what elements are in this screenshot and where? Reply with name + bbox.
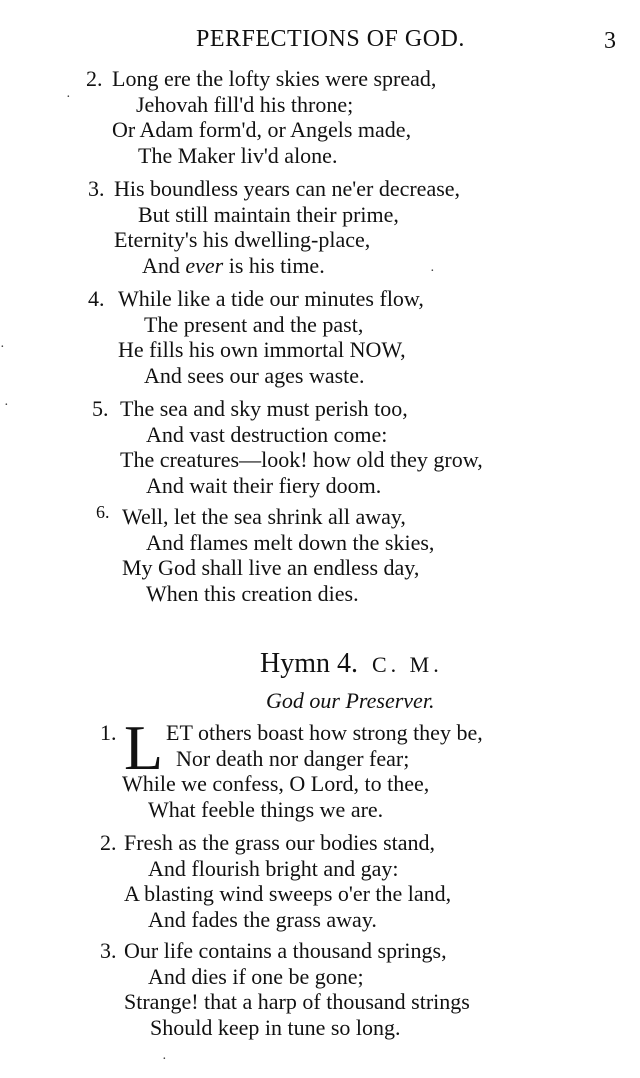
stanza bbox=[0, 938, 640, 1040]
verse-line bbox=[0, 363, 640, 389]
verse-line bbox=[0, 473, 640, 499]
verse-text: His boundless years can ne'er decrease, bbox=[114, 176, 461, 201]
verse-line bbox=[0, 989, 640, 1015]
stanza-number: 1. bbox=[100, 720, 117, 745]
verse-line bbox=[0, 581, 640, 607]
print-speck: · bbox=[430, 264, 435, 279]
print-speck: · bbox=[4, 398, 9, 413]
stanza-number: 4. bbox=[88, 286, 105, 311]
verse-line bbox=[0, 337, 640, 363]
stanza-number: 2. bbox=[86, 66, 103, 91]
verse-text: Eternity's his dwelling-place, bbox=[114, 227, 371, 252]
verse-line bbox=[0, 830, 640, 856]
stanza-number: 5. bbox=[92, 396, 109, 421]
print-speck: · bbox=[66, 90, 71, 105]
verse-line bbox=[0, 422, 640, 448]
verse-text: When this creation dies. bbox=[146, 580, 359, 606]
stanza-number: 2. bbox=[100, 830, 117, 855]
drop-cap: L bbox=[124, 712, 164, 783]
hymn-subtitle: God our Preserver. bbox=[266, 688, 435, 713]
verse-line bbox=[0, 881, 640, 907]
verse-line bbox=[0, 938, 640, 964]
verse-line bbox=[0, 396, 640, 422]
verse-line bbox=[0, 856, 640, 882]
verse-text: Nor death nor danger fear; bbox=[176, 745, 410, 771]
verse-line bbox=[0, 530, 640, 556]
verse-text: While like a tide our minutes flow, bbox=[118, 286, 424, 311]
verse-text: And flourish bright and gay: bbox=[148, 855, 399, 881]
verse-line bbox=[0, 555, 640, 581]
stanza bbox=[0, 66, 640, 168]
verse-line bbox=[0, 907, 640, 933]
verse-line bbox=[0, 92, 640, 118]
running-header: PERFECTIONS OF GOD. bbox=[196, 26, 465, 52]
verse-text: And sees our ages waste. bbox=[144, 362, 365, 388]
verse-line bbox=[0, 202, 640, 228]
verse-text: The Maker liv'd alone. bbox=[138, 142, 338, 168]
verse-text: The sea and sky must perish too, bbox=[120, 396, 408, 421]
print-speck: · bbox=[162, 1052, 167, 1067]
verse-text: Or Adam form'd, or Angels made, bbox=[112, 117, 412, 142]
verse-text: And wait their fiery doom. bbox=[146, 472, 382, 498]
verse-line bbox=[0, 771, 640, 797]
hymn-meter: C. M. bbox=[372, 652, 443, 677]
verse-text: And flames melt down the skies, bbox=[146, 529, 435, 555]
verse-text: And ever is his time. bbox=[142, 252, 325, 278]
stanza bbox=[0, 176, 640, 278]
verse-text: The creatures—look! how old they grow, bbox=[120, 447, 483, 472]
stanza bbox=[0, 712, 640, 822]
verse-text: My God shall live an endless day, bbox=[122, 555, 420, 580]
verse-text: Should keep in tune so long. bbox=[150, 1014, 401, 1040]
verse-text: While we confess, O Lord, to thee, bbox=[122, 771, 430, 796]
stanza bbox=[0, 396, 640, 498]
stanza-number: 6. bbox=[96, 502, 110, 522]
verse-text: A blasting wind sweeps o'er the land, bbox=[124, 881, 452, 906]
hymn-title: Hymn 4. C. M. bbox=[260, 648, 443, 679]
verse-line bbox=[0, 117, 640, 143]
verse-text: What feeble things we are. bbox=[148, 796, 384, 822]
stanza bbox=[0, 830, 640, 932]
verse-text: ET others boast how strong they be, bbox=[166, 720, 483, 745]
verse-text: Jehovah fill'd his throne; bbox=[136, 91, 354, 117]
verse-text: Our life contains a thousand springs, bbox=[124, 938, 447, 963]
verse-text: And vast destruction come: bbox=[146, 421, 388, 447]
verse-line bbox=[0, 312, 640, 338]
verse-line bbox=[0, 504, 640, 530]
verse-text: And dies if one be gone; bbox=[148, 963, 364, 989]
print-speck: · bbox=[0, 340, 5, 355]
verse-line bbox=[0, 720, 640, 746]
verse-text: He fills his own immortal NOW, bbox=[118, 337, 406, 362]
verse-line bbox=[0, 1015, 640, 1041]
verse-text: And fades the grass away. bbox=[148, 906, 377, 932]
verse-text: Long ere the lofty skies were spread, bbox=[112, 66, 437, 91]
verse-text: But still maintain their prime, bbox=[138, 201, 399, 227]
verse-line bbox=[0, 227, 640, 253]
verse-line bbox=[0, 286, 640, 312]
verse-line bbox=[0, 143, 640, 169]
verse-text: Fresh as the grass our bodies stand, bbox=[124, 830, 436, 855]
verse-line bbox=[0, 253, 640, 279]
verse-line bbox=[0, 66, 640, 92]
verse-line bbox=[0, 447, 640, 473]
verse-line bbox=[0, 746, 640, 772]
stanza bbox=[0, 504, 640, 606]
verse-text: Strange! that a harp of thousand strings bbox=[124, 989, 470, 1014]
verse-text: Well, let the sea shrink all away, bbox=[122, 504, 406, 529]
verse-line bbox=[0, 797, 640, 823]
stanza-number: 3. bbox=[100, 938, 117, 963]
stanza bbox=[0, 286, 640, 388]
verse-text: The present and the past, bbox=[144, 311, 364, 337]
page-number: 3 bbox=[604, 28, 616, 54]
verse-line bbox=[0, 964, 640, 990]
stanza-number: 3. bbox=[88, 176, 105, 201]
verse-line bbox=[0, 176, 640, 202]
